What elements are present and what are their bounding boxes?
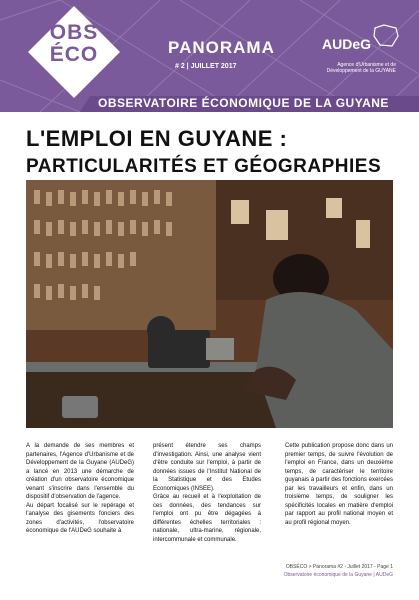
text-column-2 [153,442,261,544]
observatory-title: OBSERVATOIRE ÉCONOMIQUE DE LA GUYANE [98,96,389,110]
workshop-photo [26,180,393,428]
text-column-3 [285,442,393,527]
paragraph: Au départ focalisé sur le repérage et l'analyse des gisements fonciers des zones d'activités, l'observatoire économique de l'AUDeG souhaite à [26,502,134,534]
logo-line1: OBS [49,21,99,44]
publication-title: PANORAMA [168,38,275,57]
footer-org-info: Observatoire économique de la Guyane | AUDeG [283,572,393,578]
paragraph: présent étendre ses champs d'investigation. Ainsi, une analyse vient d'être conduite sur l'emploi, à partir de données issues de l'Institut National de la Statistique et des Etudes Economiques (INSEE). [153,443,261,492]
article-title-line1: L'EMPLOI EN GUYANE : [26,126,288,151]
paragraph: Grâce au recueil et à l'exploitation de ces données, des tendances sur l'emploi ont pu être dégagées à différentes échelles territoriales : nationale, ultra-marine, régionale, intercommunale et communale. [153,494,261,543]
footer-page-info: OBSÉCO > Panorama #2 - Juillet 2017 - Page 1 [285,564,393,570]
logo-line2: ÉCO [49,43,99,66]
obseco-logo-text [40,22,108,66]
text-column-1 [26,442,134,536]
header-banner [0,0,419,112]
audeg-subtitle: Agence d'Urbanisme et de Développement de la GUYANE [326,62,396,74]
guyane-map-icon [372,24,400,48]
audeg-logo-text: AUDeG [322,36,372,52]
issue-label: # 2 | JUILLET 2017 [175,63,237,70]
article-title-line2: PARTICULARITÉS ET GÉOGRAPHIES [26,156,382,177]
paragraph: Cette publication propose donc dans un premier temps, de suivre l'évolution de l'emploi en France, dans un deuxième temps, de caractériser le territoire guyanais à partir des fonctions exercées par les travailleurs et enfin, dans un troisième temps, de souligner les spécificités locales en matière d'emploi par rapport au profil national moyen et au profil régional moyen. [285,443,393,526]
paragraph: A la demande de ses membres et partenaires, l'Agence d'Urbanisme et de Développement de la Guyane (AUDeG) a lancé en 2013 une démarche de création d'un observatoire économique venant s'inscrire dans l'ensemble du dispositif d'observation de l'agence. [26,443,134,500]
